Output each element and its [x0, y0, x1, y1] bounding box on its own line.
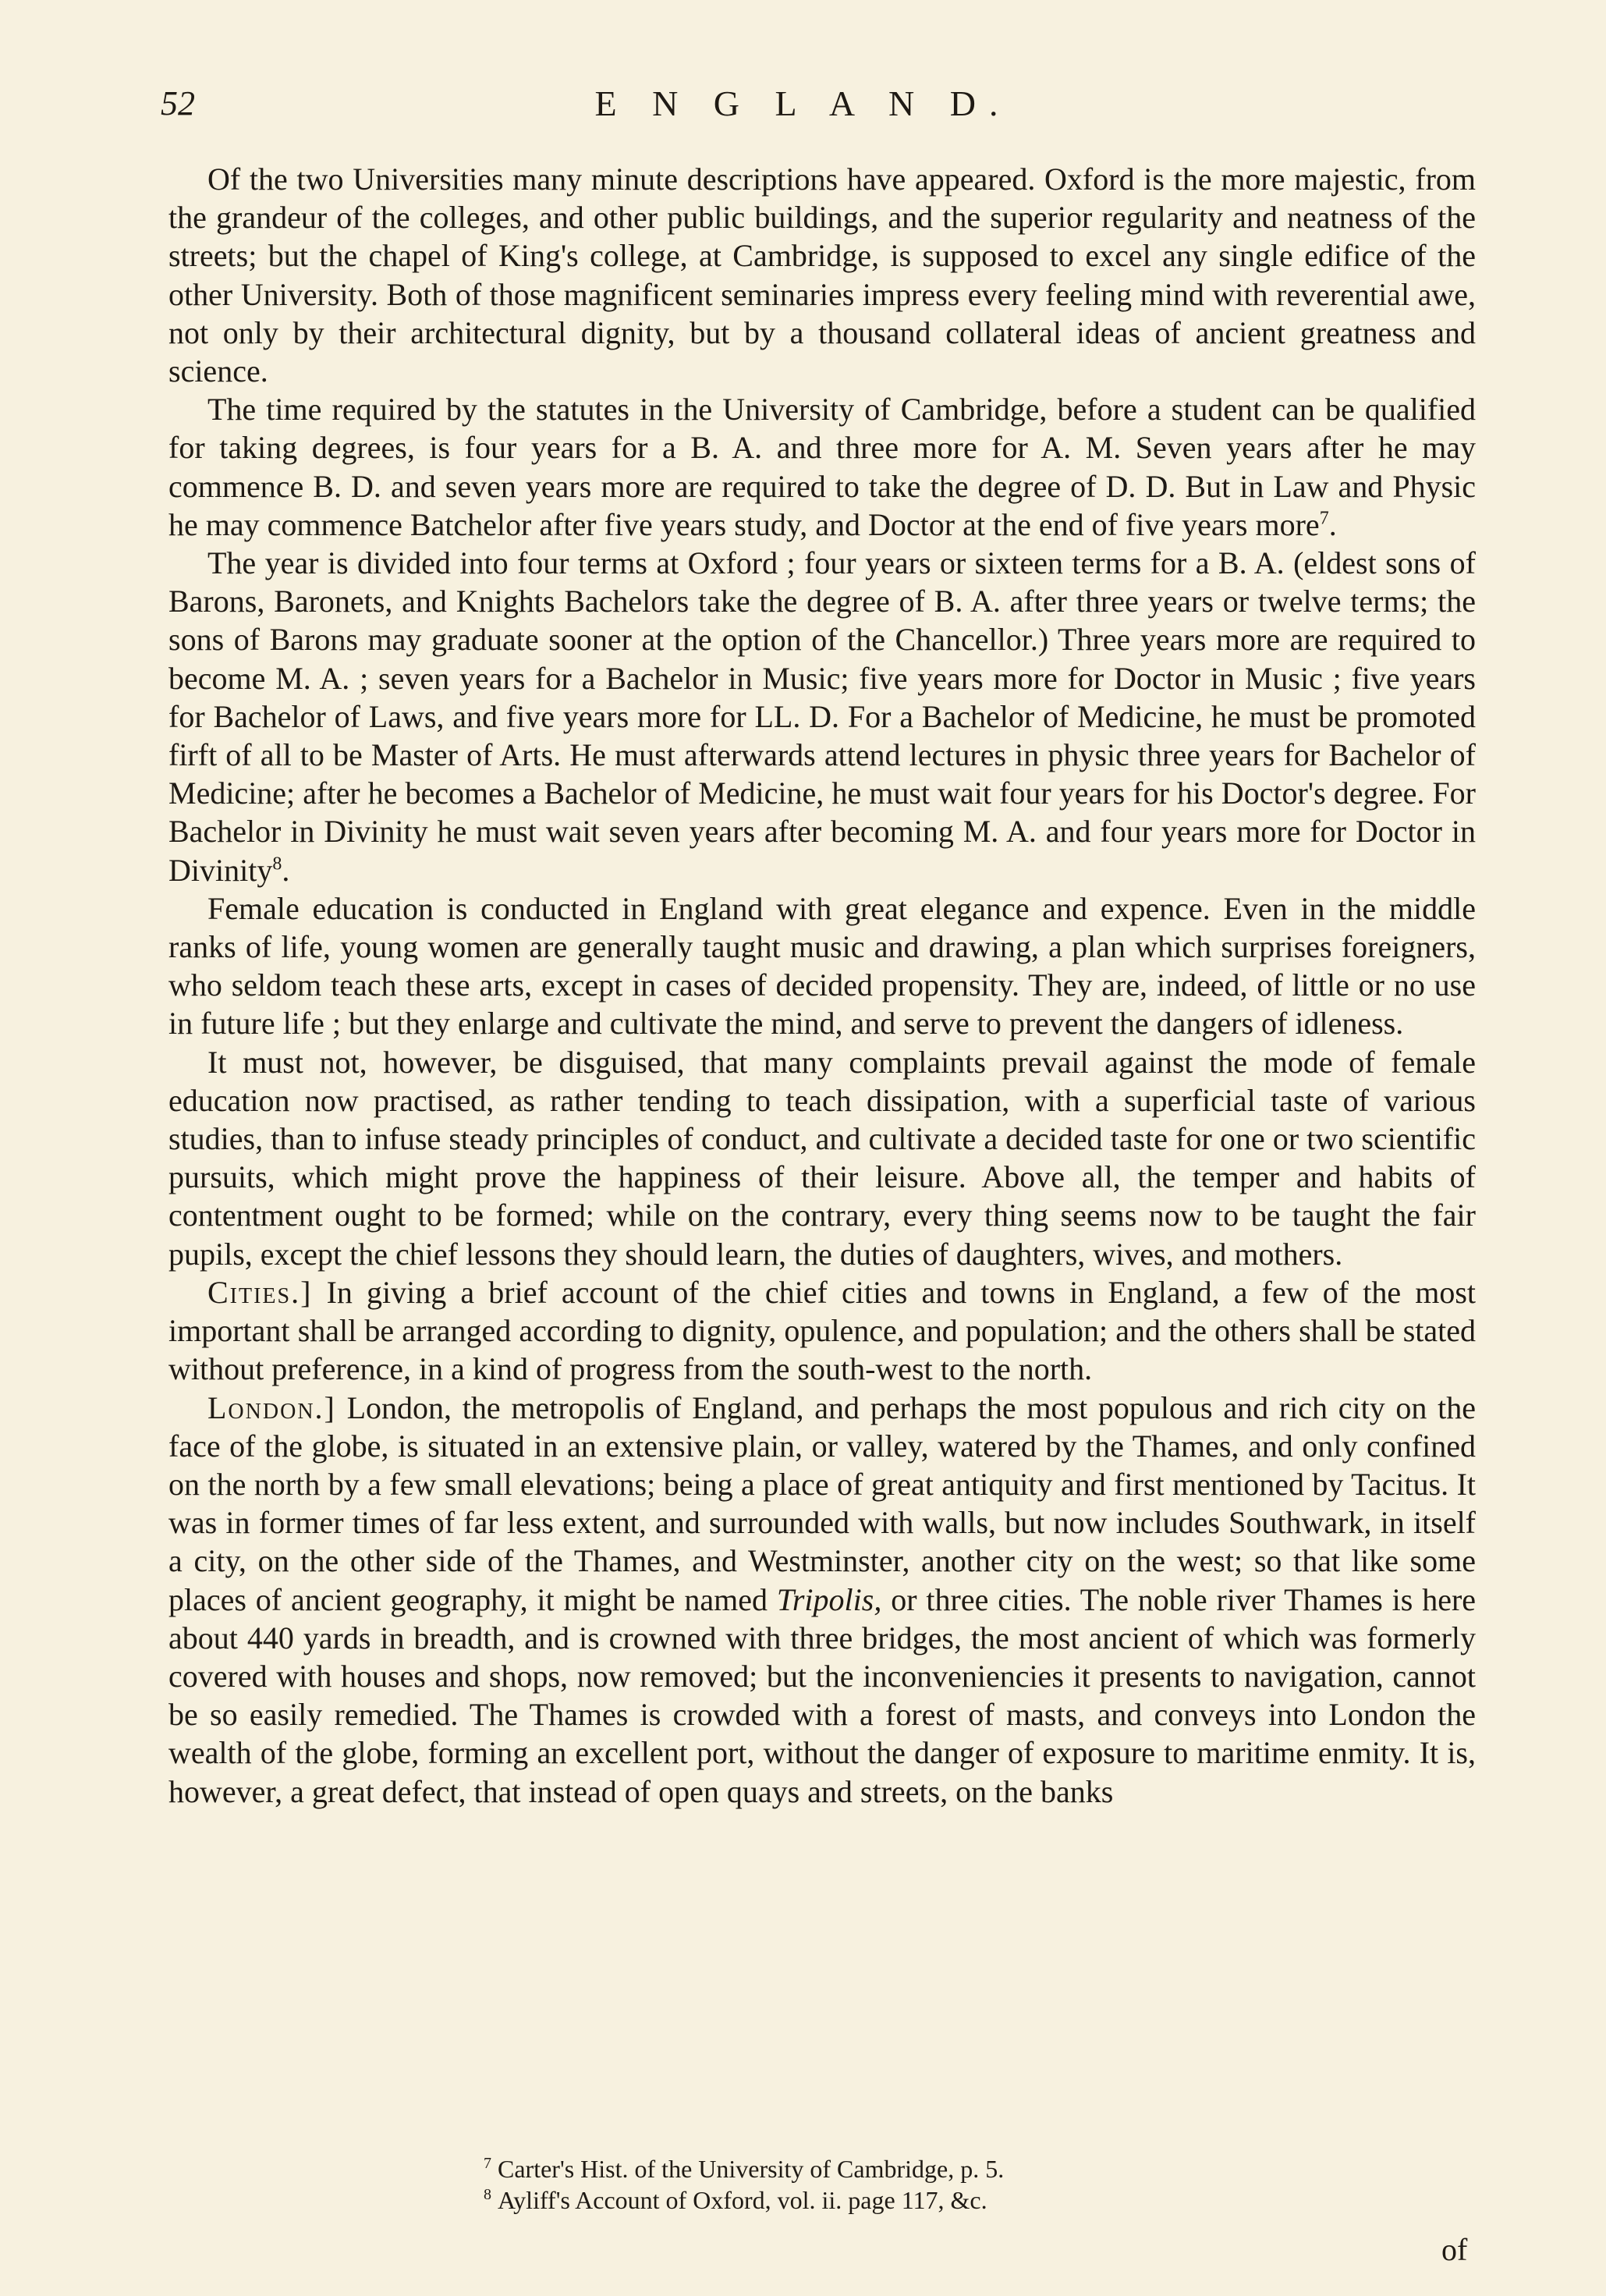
italic-term: Tripolis, [776, 1581, 882, 1617]
footnote-reference[interactable]: 8 [272, 853, 282, 875]
footnote-mark: 7 [484, 2155, 491, 2173]
section-label-london: London.] [207, 1389, 336, 1425]
paragraph-cambridge-degrees [168, 390, 1476, 544]
paragraph-text: In giving a brief account of the chief cities and towns in England, a few of the most important shall be arranged according to dignity, opulence, and population; and the others shall be stated without preference, in a kind of progress from the south-west to the north. [168, 1274, 1477, 1387]
footnotes [484, 2153, 1342, 2216]
paragraph-text: or three cities. The noble river Thames is here about 440 yards in breadth, and is crowned with three bridges, the most ancient of which was formerly covered with houses and shops, now removed; but the inconveniencies it presents to navigation, cannot be so easily remedied. The Thames is crowded with a forest of masts, and conveys into London the wealth of the globe, forming an excellent port, without the danger of exposure to maritime enmity. It is, however, a great defect, that instead of open quays and streets, on the banks [168, 1581, 1477, 1809]
paragraph-text: The time required by the statutes in the University of Cambridge, before a student can be qualified for taking degrees, is four years for a B. A. and three more for A. M. Seven years after he may commence B. D. and seven years more are required to take the degree of D. D. But in Law and Physic he may commence Batchelor after five years study, and Doctor at the end of five years more [168, 392, 1476, 542]
footnote-text: Ayliff's Account of Oxford, vol. ii. page 117, &c. [498, 2186, 987, 2214]
footnote [484, 2184, 1342, 2216]
paragraph-text: London, the metropolis of England, and perhaps the most populous and rich city on the face of the globe, is situated in an extensive plain, or valley, watered by the Thames, and only confined on the north by a few small elevations; being a place of great antiquity and first mentioned by Tacitus. It was in former times of far less extent, and surrounded with walls, but now includes Southwark, in itself a city, on the other side of the Thames, and Westminster, another city on the west; so that like some places of ancient geography, it might be named [168, 1389, 1477, 1617]
footnote [484, 2153, 1342, 2184]
body-text [168, 160, 1476, 1811]
footnote-text: Carter's Hist. of the University of Cambridge, p. 5. [498, 2155, 1005, 2183]
paragraph-text: Of the two Universities many minute descriptions have appeared. Oxford is the more majestic, from the grandeur of the colleges, and other public buildings, and the superior regularity and neatness of the streets; but the chapel of King's college, at Cambridge, is supposed to excel any single edifice of the other University. Both of those magnificent seminaries impress every feeling mind with reverential awe, not only by their architectural dignity, but by a thousand collateral ideas of ancient greatness and science. [168, 161, 1476, 389]
paragraph-text: It must not, however, be disguised, that many complaints prevail against the mode of female education now practised, as rather tending to teach dissipation, with a superficial taste of various studies, than to infuse steady principles of conduct, and cultivate a decided taste for one or two scientific pursuits, which might prove the happiness of their leisure. Above all, the temper and habits of contentment ought to be formed; while on the contrary, every thing seems now to be taught the fair pupils, except the chief lessons they should learn, the duties of daughters, wives, and mothers. [168, 1044, 1476, 1272]
footnote-mark: 8 [484, 2186, 491, 2204]
paragraph-complaints [168, 1043, 1476, 1273]
footnote-reference[interactable]: 7 [1319, 508, 1329, 529]
paragraph-text: The year is divided into four terms at Oxford ; four years or sixteen terms for a B. A. (eldest sons of Barons, Baronets, and Knights Bachelors take the degree of B. A. after three years or twelve terms; the sons of Barons may graduate sooner at the option of the Chancellor.) Three years more are required to become M. A. ; seven years for a Bachelor in Music; five years more for Doctor in Music ; five years for Bachelor of Laws, and five years more for LL. D. For a Bachelor of Medicine, he must be promoted firft of all to be Master of Arts. He must afterwards attend lectures in physic three years for Bachelor of Medicine; after he becomes a Bachelor of Medicine, he must wait four years for his Doctor's degree. For Bachelor in Divinity he must wait seven years after becoming M. A. and four years more for Doctor in Divinity [168, 545, 1476, 888]
paragraph-female-education [168, 889, 1476, 1043]
paragraph-text: Female education is conducted in England with great elegance and expence. Even in the middle ranks of life, young women are generally taught music and drawing, a plan which surprises foreigners, who seldom teach these arts, except in cases of decided propensity. They are, indeed, of little or no use in future life ; but they enlarge and cultivate the mind, and serve to prevent the dangers of idleness. [168, 890, 1476, 1042]
paragraph-oxford-terms [168, 544, 1476, 889]
paragraph-cities [168, 1273, 1476, 1389]
catchword: of [1441, 2232, 1468, 2267]
section-label-cities: Cities.] [207, 1274, 313, 1310]
paragraph-universities [168, 160, 1476, 390]
paragraph-end: . [282, 852, 290, 888]
paragraph-end: . [1328, 506, 1337, 542]
running-head: E N G L A N D. [594, 83, 1012, 123]
paragraph-london [168, 1389, 1476, 1811]
page-number: 52 [161, 84, 195, 122]
